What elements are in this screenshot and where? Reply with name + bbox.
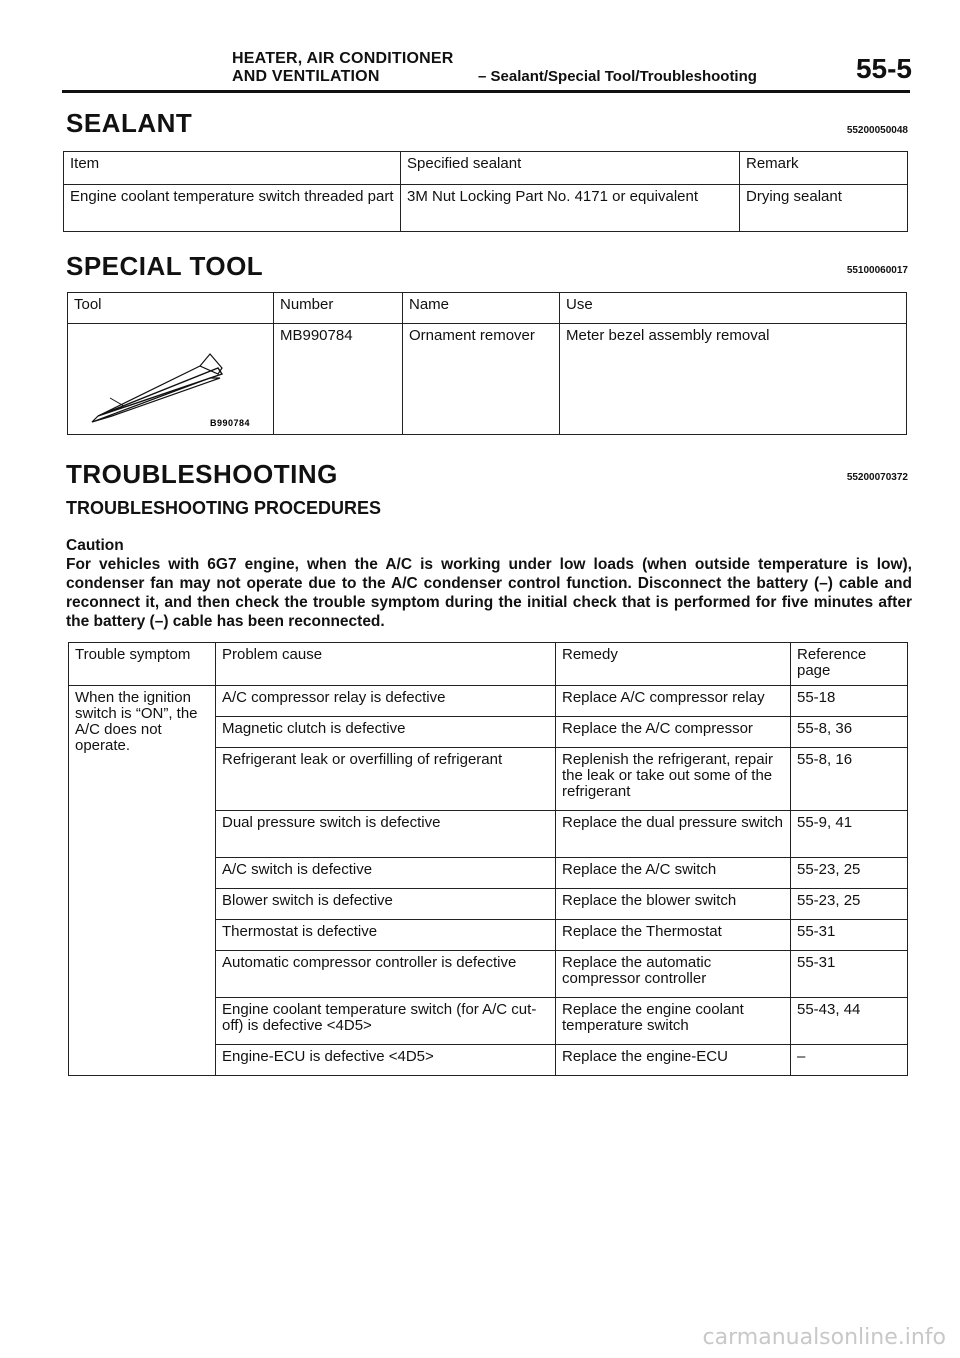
special-tool-title: SPECIAL TOOL [66,251,264,281]
header-title-line2: AND VENTILATION [232,68,380,85]
col-header-item: Item [64,152,401,185]
cell-number: MB990784 [274,324,403,435]
cell-remedy: Replace the automatic compressor controller [556,951,791,998]
cell-ref: 55-9, 41 [791,811,908,858]
cell-cause: Magnetic clutch is defective [216,717,556,748]
header-title-line1: HEATER, AIR CONDITIONER [232,50,454,67]
col-header-number: Number [274,293,403,324]
table-row [64,185,908,232]
table-row [69,686,908,717]
cell-sealant: 3M Nut Locking Part No. 4171 or equivalent [401,185,740,232]
col-header-symptom: Trouble symptom [69,643,216,686]
cell-name: Ornament remover [403,324,560,435]
troubleshooting-title: TROUBLESHOOTING [66,459,338,489]
page-header [232,50,912,94]
cell-ref: – [791,1045,908,1076]
cell-remedy: Replace the engine-ECU [556,1045,791,1076]
cell-cause: A/C switch is defective [216,858,556,889]
special-tool-table [67,292,907,435]
cell-remark: Drying sealant [740,185,908,232]
caution-block [66,536,912,631]
col-header-remark: Remark [740,152,908,185]
cell-cause: A/C compressor relay is defective [216,686,556,717]
cell-ref: 55-31 [791,951,908,998]
cell-remedy: Replace the blower switch [556,889,791,920]
cell-ref: 55-43, 44 [791,998,908,1045]
col-header-use: Use [560,293,907,324]
cell-ref: 55-31 [791,920,908,951]
cell-cause: Dual pressure switch is defective [216,811,556,858]
caution-text: For vehicles with 6G7 engine, when the A/C is working under low loads (when outside temperature is low), condenser fan may not operate due to the A/C condenser control function. Disconnect the battery (–) cable and reconnect it, and then check the trouble symptom during the initial check that is performed for five minutes after the battery (–) cable has been reconnected. [66,556,912,630]
cell-remedy: Replace the dual pressure switch [556,811,791,858]
sealant-title: SEALANT [66,108,193,138]
col-header-tool: Tool [68,293,274,324]
cell-ref: 55-23, 25 [791,858,908,889]
tool-image-label: B990784 [210,418,251,428]
cell-remedy: Replace A/C compressor relay [556,686,791,717]
caution-label: Caution [66,537,124,554]
cell-remedy: Replenish the refrigerant, repair the leak or take out some of the refrigerant [556,748,791,811]
troubleshooting-subtitle: TROUBLESHOOTING PROCEDURES [66,498,382,518]
table-header-row [64,152,908,185]
table-header-row [68,293,907,324]
cell-tool-image [68,324,274,435]
col-header-remedy: Remedy [556,643,791,686]
ornament-remover-icon [70,326,270,432]
cell-symptom: When the ignition switch is “ON”, the A/C does not operate. [69,686,216,1076]
table-row [68,324,907,435]
col-header-ref: Reference page [791,643,908,686]
cell-cause: Blower switch is defective [216,889,556,920]
cell-ref: 55-23, 25 [791,889,908,920]
cell-ref: 55-8, 16 [791,748,908,811]
cell-cause: Engine-ECU is defective <4D5> [216,1045,556,1076]
watermark: carmanualsonline.info [702,1325,946,1350]
cell-cause: Engine coolant temperature switch (for A/C cut-off) is defective <4D5> [216,998,556,1045]
cell-item: Engine coolant temperature switch threaded part [64,185,401,232]
troubleshooting-code: 55200070372 [846,472,908,483]
sealant-table [63,151,908,232]
col-header-sealant: Specified sealant [401,152,740,185]
table-header-row [69,643,908,686]
cell-use: Meter bezel assembly removal [560,324,907,435]
cell-remedy: Replace the engine coolant temperature switch [556,998,791,1045]
cell-cause: Automatic compressor controller is defective [216,951,556,998]
header-subtitle: – Sealant/Special Tool/Troubleshooting [478,68,757,85]
troubleshooting-table [68,642,908,1076]
header-title [232,50,454,86]
cell-cause: Thermostat is defective [216,920,556,951]
col-header-name: Name [403,293,560,324]
cell-cause: Refrigerant leak or overfilling of refrigerant [216,748,556,811]
cell-ref: 55-18 [791,686,908,717]
sealant-code: 55200050048 [846,125,908,136]
cell-remedy: Replace the Thermostat [556,920,791,951]
header-rule [62,90,910,93]
cell-ref: 55-8, 36 [791,717,908,748]
cell-remedy: Replace the A/C compressor [556,717,791,748]
special-tool-code: 55100060017 [846,265,908,276]
col-header-cause: Problem cause [216,643,556,686]
page-number: 55-5 [855,53,912,84]
cell-remedy: Replace the A/C switch [556,858,791,889]
